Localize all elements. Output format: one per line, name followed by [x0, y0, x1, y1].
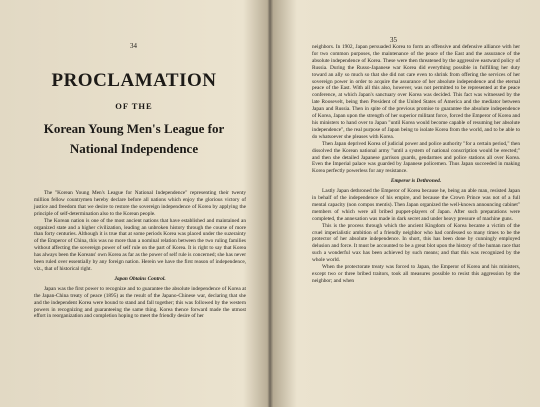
paragraph: Japan was the first power to recognize and to guarantee the absolute independence of Korea at the Japan-China treaty of peace (1895) as the result of the Japano-Chinese war, declaring that she and the independent Korea were bound to stand and fall together; this was followed by the western powers in recognizing and guaranteeing the same thing. Korea thence forward made the utmost effort in reorganization and completion hoping to meet the friendly desire of her	[34, 285, 246, 320]
section-heading: Emperor is Dethroned.	[390, 178, 442, 185]
left-page	[0, 0, 268, 407]
page-number: 34	[130, 42, 137, 50]
proclamation-title: PROCLAMATION	[51, 70, 217, 91]
right-page	[272, 0, 540, 407]
left-body-text	[34, 190, 246, 320]
paragraph: Lastly Japan dethroned the Emperor of Korea because he, being an able man, resisted Japan in behalf of the independence of his empire, and because the Crown Prince was not of a full mental capacity (non compos mentis). Then Japan organized the well-known announcing cabinet" members of which were all bribed puppet-players of Japan. After such preparations were completed, the annexation was made in dark secret and under heavy pressure of machine guns.	[312, 188, 520, 222]
paragraph: neighbors. In 1902, Japan persuaded Korea to form an offensive and defensive alliance with her for two common purposes, the maintenance of the peace of the East and the assurance of the absolute independence of Korea. These were then threatened by the aggressive eastward policy of Russia. During the Russo-Japanese war Korea did everything possible in fulfilling her duty toward an ally so much so that she did not care even to shrink from offering the services of her sovereign power in order to acquire the assurance of her absolute independence and the eternal peace of the East. With all this also, however, was not permitted to be represented at the peace conference, at which Japan's sanctuary over Korea was decided. This fact was witnessed by the late Roosevelt, being then President of the United States of America and the mediator between Japan and Russia. Then in spite of the previous promise to guarantee the absolute independence of Korea, Japan upon the strength of her superior militant force, forced the Emperor of Korea and his ministers to hand over to Japan "until Korea would become capable of resuming her absolute independence", the real purpose of Japan being to isolate Korea from the world, and to be able to do whatsoever she pleases with Korea.	[312, 44, 520, 140]
paragraph: The "Korean Young Men's League for National Independence" representing their twenty million fellow countrymen hereby declare before all nations which enjoy the glorious victory of justice and freedom that we desire to restore the sovereign independence of Korea by applying the principle of self-determination also to the Korean people.	[34, 190, 246, 217]
paragraph: When the protectorate treaty was forced to Japan, the Emperor of Korea and his ministers, except two or three bribed traitors, took all measures possible to resist this aggression by the neighbor; and when	[312, 264, 520, 284]
title-of: OF THE	[115, 101, 153, 111]
page-number: 35	[390, 36, 397, 44]
right-body-text	[312, 44, 520, 285]
paragraph: Then Japan deprived Korea of judicial power and police authority "for a certain period," then dissolved the Korean national army "until a system of national conscription would be erected;" and then she detailed Japanese garrison guards, gendarmes and police stations all over Korea. Even the Imperial palace was guarded by Japanese policemen. Thus Japan succeeded in making Korea perfectly powerless for any resistance.	[312, 140, 520, 175]
organization-name-line2: National Independence	[69, 141, 199, 156]
section-heading: Japan Obtains Control.	[114, 275, 166, 282]
paragraph: The Korean nation is one of the most ancient nations that have established and maintained an organized state and a higher civilization, leading an unbroken history through the course of more than forty centuries. Although it is true that at some periods Korea was placed under the suzerainty of the Emperor of China, this was no more than a nominal relation between the two ruling families without affecting the sovereign power of self rule on the part of Korea. It is right to say that Korea has always been the Koreans' own Korea as far as the power of self rule is concerned; she has never been ruled over essentially by any foreign nation. Herein we have the first reason of independence, viz., that of historical right.	[34, 217, 246, 272]
paragraph: This is the process through which the ancient Kingdom of Korea became a victim of the cruel imperialistic ambition of a friendly neighbor who had confessed so many times to be the protector of her absolute independence. In short, this has been done by cunningly employed delusion and force. It must be accounted to be a great blot upon the history of the human race that such a wonderful wax has been achieved by such means; and that this was recognized by the whole world.	[312, 222, 520, 264]
organization-name-line1: Korean Young Men's League for	[43, 121, 225, 136]
organization-name	[0, 119, 268, 159]
